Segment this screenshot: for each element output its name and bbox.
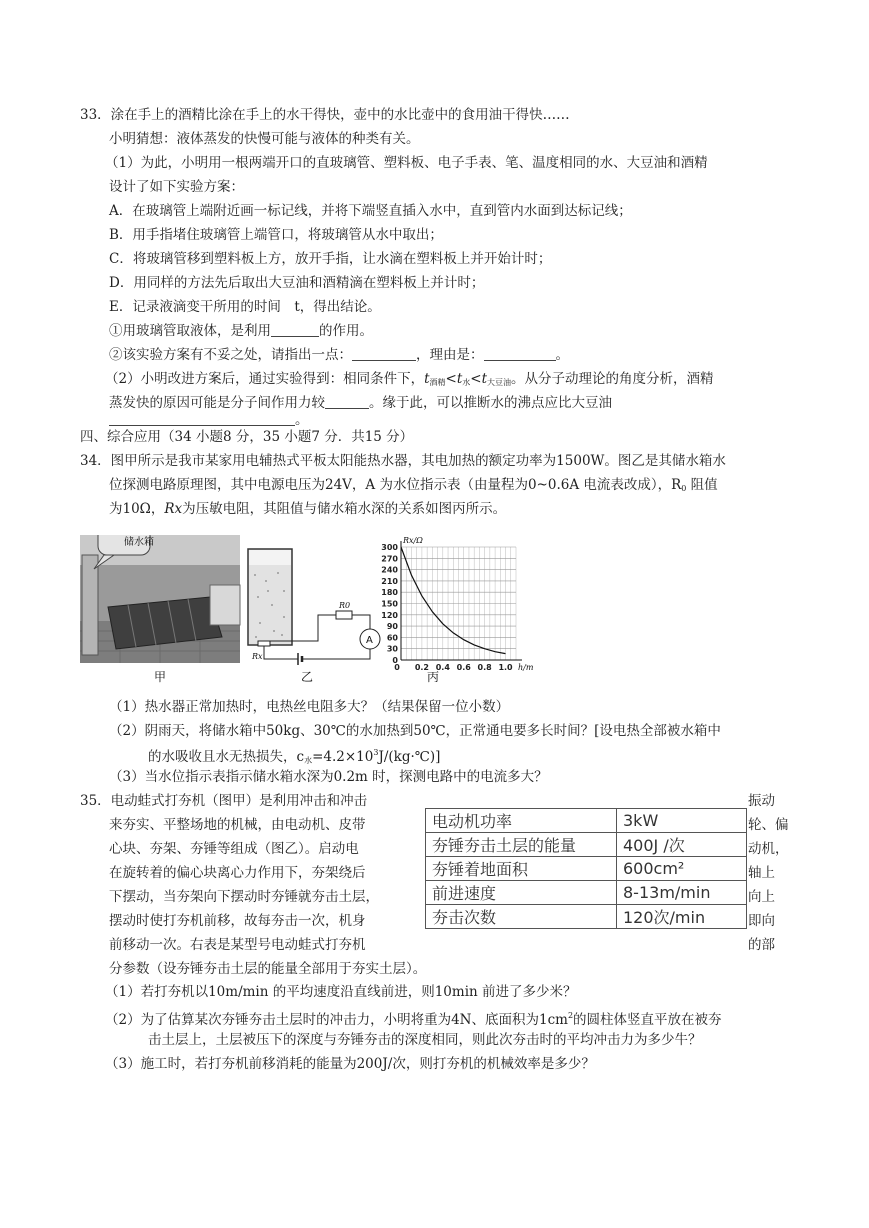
answer-blank [484,346,556,361]
tamper-spec-table [425,808,747,929]
q35-line5: 下摆动，当夯架向下摆动时夯锤就夯击土层， [109,889,379,905]
y-tick-label: 90 [386,622,398,632]
y-tick-label: 240 [381,565,398,575]
q34-sub2-line1: （2）阴雨天，将储水箱中50kg、30℃的水加热到50℃，正常通电要多长时间？[设电热全部被水箱中 [109,723,721,739]
q35-sub2-line2: 击土层上，土层被压下的深度与夯锤夯击的深度相同，则此次夯击时的平均冲击力为多少牛？ [148,1032,702,1048]
y-tick-label: 270 [381,554,398,564]
x-tick-label: 0.4 [435,663,450,672]
q34-figure [80,535,540,685]
answer-blank [271,322,319,337]
q34-line2: 位探测电路原理图，其中电源电压为24V，A 为水位指示表（由量程为0~0.6A 电流表改成），$R_0$ 阻值 [109,477,718,493]
caption-bing: 丙 [427,670,440,684]
q35-right-fragment: 动机， [748,841,789,857]
table-row: 前进速度 8-13m/min [426,881,747,905]
x-tick-label: 1.0 [498,663,513,672]
q35-line1: 35．电动蛙式打夯机（图甲）是利用冲击和冲击 [80,793,368,809]
table-row: 夯锤着地面积 600cm² [426,857,747,881]
resistance-depth-chart [381,536,534,672]
y-tick-label: 180 [381,588,398,598]
storage-tank-label: 储水箱 [124,537,154,548]
ammeter-symbol: A [366,635,373,646]
water-level-circuit [248,549,380,665]
y-tick-label: 60 [386,633,398,643]
y-tick-label: 30 [386,644,398,654]
x-tick-label: 0.6 [456,663,471,672]
q35-line7: 前移动一次。右表是某型号电动蛙式打夯机 [109,937,366,953]
y-tick-label: 300 [381,543,398,552]
q33-sub1: ①用玻璃管取液体，是利用 的作用。 [109,323,373,339]
answer-blank [352,346,416,361]
origin-label: 0 [394,663,400,672]
q35-sub3: （3）施工时，若打夯机前移消耗的能量为200J/次，则打夯机的机械效率是多少？ [105,1056,595,1072]
q35-right-fragment: 向上 [748,889,775,905]
q35-right-fragment: 轮、偏 [748,817,789,833]
r0-label: R0 [339,601,351,610]
q33-step-b: B．用手指堵住玻璃管上端管口，将玻璃管从水中取出； [109,227,443,243]
q33-part1-line1: （1）为此，小明用一根两端开口的直玻璃管、塑料板、电子手表、笔、温度相同的水、大豆油和酒精 [105,155,708,171]
y-axis-label: Rx/Ω [403,536,423,545]
q35-sub2-line1: （2）为了估算某次夯锤夯击土层时的冲击力，小明将重为4N、底面积为$1cm^2$的圆柱体竖直平放在被夯 [105,1011,722,1028]
y-tick-label: 0 [392,656,398,665]
q35-line3: 心块、夯架、夯锤等组成（图乙）。启动电 [109,841,359,857]
q35-sub1: （1）若打夯机以10m/min 的平均速度沿直线前进，则10min 前进了多少米？ [105,984,577,1000]
y-tick-label: 210 [381,576,398,586]
q34-sub2-line2: 的水吸收且水无热损失，$c_水=4.2\times 10^3J/(kg\cdot℃)$] [148,748,441,765]
rx-label: Rx [252,652,263,661]
caption-jia: 甲 [154,670,167,684]
section-heading: 四、综合应用（34 小题8 分，35 小题7 分．共15 分） [80,429,414,445]
q35-right-fragment: 振动 [748,793,775,809]
answer-blank [325,394,369,409]
x-tick-label: 0.8 [477,663,492,672]
q34-line1: 34．图甲所示是我市某家用电辅热式平板太阳能热水器，其电加热的额定功率为1500W。图乙是其储水箱水 [80,453,726,469]
q33-step-d: D．用同样的方法先后取出大豆油和酒精滴在塑料板上并计时； [109,275,485,291]
q34-sub1: （1）热水器正常加热时，电热丝电阻多大？（结果保留一位小数） [109,699,510,715]
x-axis-label: h/m [518,663,534,672]
q35-right-fragment: 即向 [748,913,775,929]
q34-line3: 为10Ω，Rx为压敏电阻，其阻值与储水箱水深的关系如图丙所示。 [109,501,507,517]
answer-blank [109,401,295,426]
q33-step-e: E．记录液滴变干所用的时间 t，得出结论。 [109,299,381,315]
q35-line2: 来夯实、平整场地的机械，由电动机、皮带 [109,817,366,833]
q33-step-c: C．将玻璃管移到塑料板上方，放开手指，让水滴在塑料板上并开始计时； [109,251,552,267]
q33-part2-line1: （2）小明改进方案后，通过实验得到：相同条件下，$t_{酒精}<t_水<t_{大豆油}$。从分子动理论的角度分析，酒精 [105,371,714,387]
q33-part1-line2: 设计了如下实验方案： [109,179,244,195]
q33-sub2: ②该实验方案有不妥之处，请指出一点： ，理由是： 。 [109,347,569,363]
table-row: 夯击次数 120次/min [426,905,747,929]
y-tick-label: 120 [381,610,398,620]
q33-part2-line2: 蒸发快的原因可能是分子间作用力较 。缘于此，可以推断水的沸点应比大豆油 [109,395,612,411]
q34-sub3: （3）当水位指示表指示储水箱水深为0.2m 时，探测电路中的电流多大？ [109,769,548,785]
q35-right-fragment: 的部 [748,937,775,953]
table-row: 电动机功率 3kW [426,809,747,833]
q35-line6: 摆动时使打夯机前移，故每夯击一次，机身 [109,913,366,929]
q35-right-fragment: 轴上 [748,865,775,881]
x-tick-label: 0.2 [414,663,429,672]
q33-step-a: A．在玻璃管上端附近画一标记线，并将下端竖直插入水中，直到管内水面到达标记线； [109,203,632,219]
q35-line8: 分参数（设夯锤夯击土层的能量全部用于夯实土层）。 [109,961,427,977]
solar-heater-photo [80,535,240,663]
y-tick-label: 150 [381,599,398,609]
caption-yi: 乙 [301,670,314,684]
q35-line4: 在旋转着的偏心块离心力作用下，夯架绕后 [109,865,366,881]
table-row: 夯锤夯击土层的能量 400J /次 [426,833,747,857]
q33-part2-line3: 。 [109,401,309,430]
q33-guess: 小明猜想：液体蒸发的快慢可能与液体的种类有关。 [109,131,420,147]
q33-intro: 33．涂在手上的酒精比涂在手上的水干得快，壶中的水比壶中的食用油干得快…… [80,107,570,123]
